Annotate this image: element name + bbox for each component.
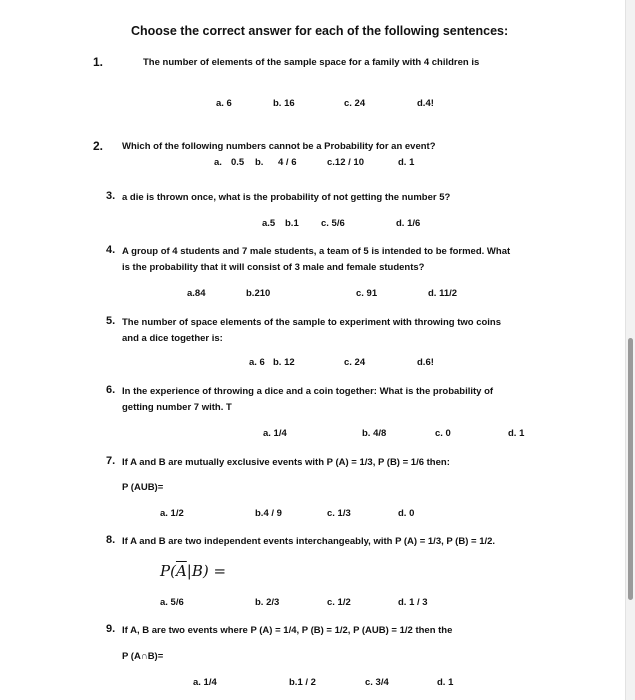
question-8-formula	[160, 562, 226, 580]
question-9-number: 9.	[106, 623, 116, 635]
question-5-option-d[interactable]: d.6!	[417, 357, 434, 368]
formula-complement-a: $\overline{A}$	[175, 562, 187, 580]
question-2-option-d[interactable]: d. 1	[398, 157, 415, 168]
question-2-option-b[interactable]: 4 / 6	[278, 157, 297, 168]
question-6-option-b[interactable]: b. 4/8	[362, 428, 387, 439]
question-8-option-c[interactable]: c. 1/2	[327, 597, 351, 608]
question-9-option-b[interactable]: b.1 / 2	[289, 677, 316, 688]
question-3-number: 3.	[106, 190, 116, 202]
question-5-text-line-1: The number of space elements of the sample to experiment with throwing two coins	[122, 317, 502, 328]
page-title: Choose the correct answer for each of the following sentences:	[131, 24, 509, 38]
question-3-option-d[interactable]: d. 1/6	[396, 218, 421, 229]
question-4-option-d[interactable]: d. 11/2	[428, 288, 458, 299]
question-7-option-c[interactable]: c. 1/3	[327, 508, 351, 519]
question-1-text: The number of elements of the sample space for a family with 4 children is	[143, 57, 480, 68]
question-1-option-b[interactable]: b. 16	[273, 98, 295, 109]
question-6-text-line-2: getting number 7 with. T	[122, 402, 232, 413]
question-8-option-d[interactable]: d. 1 / 3	[398, 597, 428, 608]
question-6-option-d[interactable]: d. 1	[508, 428, 525, 439]
question-2-option-a-letter[interactable]: a.	[214, 157, 222, 168]
question-2-number: 2.	[93, 139, 104, 153]
question-5-option-a[interactable]: a. 6	[249, 357, 265, 368]
question-9-option-a[interactable]: a. 1/4	[193, 677, 217, 688]
question-1-number: 1.	[93, 55, 104, 69]
question-2-option-a[interactable]: 0.5	[231, 157, 245, 168]
question-7-text: If A and B are mutually exclusive events with P (A) = 1/3, P (B) = 1/6 then:	[122, 457, 450, 468]
question-2-text: Which of the following numbers cannot be a Probability for an event?	[122, 141, 436, 152]
question-8-text: If A and B are two independent events interchangeably, with P (A) = 1/3, P (B) = 1/2.	[122, 536, 496, 547]
question-1-option-a[interactable]: a. 6	[216, 98, 232, 109]
question-4-option-a[interactable]: a.84	[187, 288, 206, 299]
question-5-text-line-2: and a dice together is:	[122, 333, 223, 344]
question-4-text-line-2: is the probability that it will consist of 3 male and female students?	[122, 262, 425, 273]
question-5-number: 5.	[106, 315, 116, 327]
question-2-option-c[interactable]: c.12 / 10	[327, 157, 364, 168]
scrollbar-thumb[interactable]	[628, 338, 633, 600]
question-8-option-b[interactable]: b. 2/3	[255, 597, 280, 608]
question-9-option-d[interactable]: d. 1	[437, 677, 454, 688]
question-7-subtext: P (AUB)=	[122, 482, 164, 493]
question-6-option-a[interactable]: a. 1/4	[263, 428, 287, 439]
question-9-option-c[interactable]: c. 3/4	[365, 677, 389, 688]
formula-suffix: |B) =	[186, 562, 227, 580]
question-4-option-b[interactable]: b.210	[246, 288, 271, 299]
question-3-option-b[interactable]: b.1	[285, 218, 299, 229]
question-9-subtext: P (A∩B)=	[122, 651, 164, 662]
formula-prefix: P(	[160, 562, 176, 580]
question-9-text: If A, B are two events where P (A) = 1/4, P (B) = 1/2, P (AUB) = 1/2 then the	[122, 625, 453, 636]
question-3-option-a[interactable]: a.5	[262, 218, 276, 229]
question-7-option-a[interactable]: a. 1/2	[160, 508, 184, 519]
question-3-option-c[interactable]: c. 5/6	[321, 218, 345, 229]
question-2-option-b-letter[interactable]: b.	[255, 157, 264, 168]
question-6-option-c[interactable]: c. 0	[435, 428, 451, 439]
question-8-number: 8.	[106, 534, 116, 546]
question-8-option-a[interactable]: a. 5/6	[160, 597, 184, 608]
question-7-number: 7.	[106, 455, 116, 467]
question-4-option-c[interactable]: c. 91	[356, 288, 378, 299]
question-3-text: a die is thrown once, what is the probability of not getting the number 5?	[122, 192, 451, 203]
question-5-option-b[interactable]: b. 12	[273, 357, 295, 368]
question-5-option-c[interactable]: c. 24	[344, 357, 366, 368]
question-7-option-d[interactable]: d. 0	[398, 508, 415, 519]
vertical-scrollbar[interactable]	[625, 0, 635, 700]
question-4-number: 4.	[106, 244, 116, 256]
question-4-text-line-1: A group of 4 students and 7 male students, a team of 5 is intended to be formed. What	[122, 246, 511, 257]
question-6-number: 6.	[106, 384, 116, 396]
question-1-option-d[interactable]: d.4!	[417, 98, 434, 109]
question-6-text-line-1: In the experience of throwing a dice and a coin together: What is the probability of	[122, 386, 494, 397]
question-7-option-b[interactable]: b.4 / 9	[255, 508, 282, 519]
question-1-option-c[interactable]: c. 24	[344, 98, 366, 109]
